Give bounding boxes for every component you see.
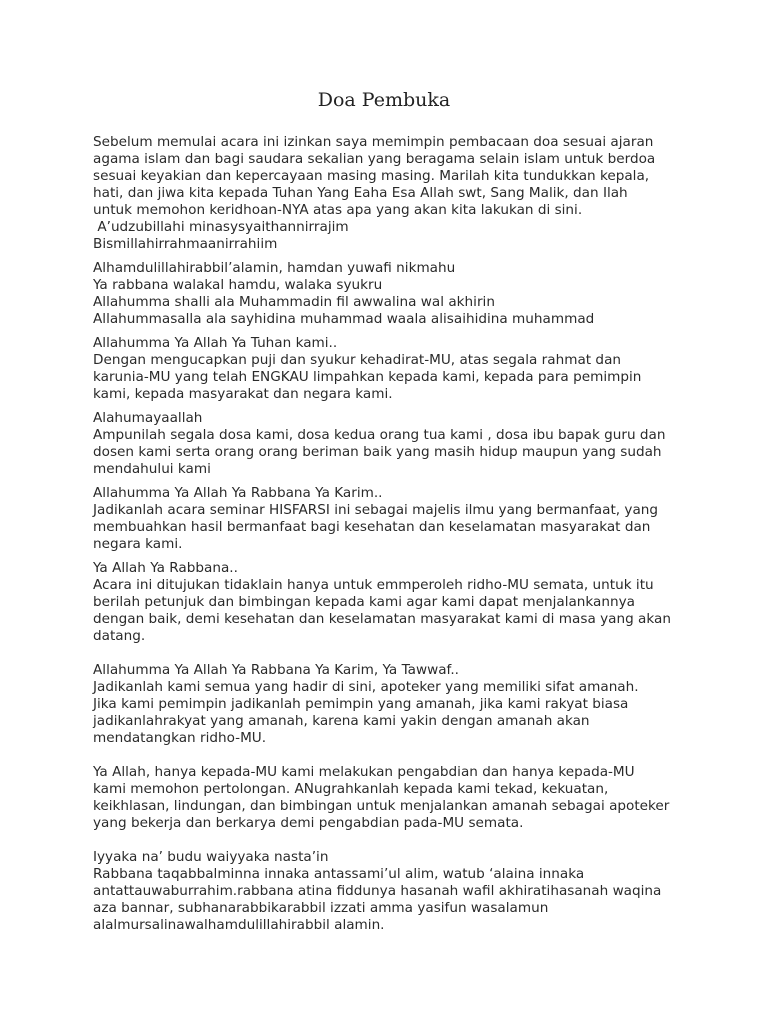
text-line: dengan baik, demi kesehatan dan keselamatan masyarakat kami di masa yang akan — [93, 611, 671, 627]
text-line: aza bannar, subhanarabbikarabbil izzati amma yasifun wasalamun — [93, 900, 549, 916]
text-line: Allahumma Ya Allah Ya Rabbana Ya Karim, Ya Tawwaf.. — [93, 662, 459, 678]
text-line: Jadikanlah kami semua yang hadir di sini, apoteker yang memiliki sifat amanah. — [93, 679, 639, 695]
paragraph-spacer — [93, 328, 693, 335]
text-line: Rabbana taqabbalminna innaka antassami’ul alim, watub ‘alaina innaka — [93, 866, 585, 882]
paragraph-spacer — [93, 747, 693, 764]
text-line: Bismillahirrahmaanirrahiim — [93, 236, 278, 252]
text-line: yang bekerja dan berkarya demi pengabdian pada-MU semata. — [93, 815, 524, 831]
text-line: agama islam dan bagi saudara sekalian yang beragama selain islam untuk berdoa — [93, 151, 656, 167]
text-line: antattauwaburrahim.rabbana atina fiddunya hasanah wafil akhiratihasanah waqina — [93, 883, 662, 899]
text-line: Ampunilah segala dosa kami, dosa kedua orang tua kami , dosa ibu bapak guru dan — [93, 427, 666, 443]
text-line: sesuai keyakian dan kepercayaan masing masing. Marilah kita tundukkan kepala, — [93, 168, 650, 184]
paragraph-opening — [93, 134, 693, 253]
text-line: Iyyaka na’ budu waiyyaka nasta’in — [93, 849, 329, 865]
text-line: jadikanlahrakyat yang amanah, karena kami yakin dengan amanah akan — [93, 713, 590, 729]
text-line: Jadikanlah acara seminar HISFARSI ini sebagai majelis ilmu yang bermanfaat, yang — [93, 502, 659, 518]
paragraph-devotion — [93, 764, 693, 832]
document-title: Doa Pembuka — [317, 89, 451, 111]
text-line: Sebelum memulai acara ini izinkan saya memimpin pembacaan doa sesuai ajaran — [93, 134, 654, 150]
text-line: berilah petunjuk dan bimbingan kepada kami agar kami dapat menjalankannya — [93, 594, 635, 610]
paragraph-gratitude — [93, 335, 693, 403]
text-line: Allahumma Ya Allah Ya Rabbana Ya Karim.. — [93, 485, 383, 501]
text-line: Alhamdulillahirabbil’alamin, hamdan yuwafi nikmahu — [93, 260, 456, 276]
text-line: membuahkan hasil bermanfaat bagi kesehatan dan keselamatan masyarakat dan — [93, 519, 651, 535]
text-line: datang. — [93, 628, 146, 644]
paragraph-amanah — [93, 662, 693, 747]
text-line: Allahumma Ya Allah Ya Tuhan kami.. — [93, 335, 338, 351]
text-line: keikhlasan, lindungan, dan bimbingan untuk menjalankan amanah sebagai apoteker — [93, 798, 670, 814]
text-line: kami, kepada masyarakat dan negara kami. — [93, 386, 393, 402]
text-line: Acara ini ditujukan tidaklain hanya untuk emmperoleh ridho-MU semata, untuk itu — [93, 577, 654, 593]
text-line: Allahumma shalli ala Muhammadin fil awwalina wal akhirin — [93, 294, 495, 310]
paragraph-spacer — [93, 403, 693, 410]
text-line: kami memohon pertolongan. ANugrahkanlah kepada kami tekad, kekuatan, — [93, 781, 609, 797]
text-line: Alahumayaallah — [93, 410, 203, 426]
text-line: karunia-MU yang telah ENGKAU limpahkan kepada kami, kepada para pemimpin — [93, 369, 642, 385]
text-line: dosen kami serta orang orang beriman baik yang masih hidup maupun yang sudah — [93, 444, 662, 460]
text-line: Jika kami pemimpin jadikanlah pemimpin yang amanah, jika kami rakyat biasa — [93, 696, 629, 712]
paragraph-guidance — [93, 560, 693, 645]
text-line: alalmursalinawalhamdulillahirabbil alamin. — [93, 917, 385, 933]
text-line: Ya Allah Ya Rabbana.. — [93, 560, 238, 576]
text-line: A’udzubillahi minasysyaithannirrajim — [93, 219, 349, 235]
text-line: Ya rabbana walakal hamdu, walaka syukru — [93, 277, 383, 293]
document-body — [93, 134, 693, 934]
paragraph-spacer — [93, 832, 693, 849]
text-line: negara kami. — [93, 536, 183, 552]
text-line: hati, dan jiwa kita kepada Tuhan Yang Eaha Esa Allah swt, Sang Malik, dan Ilah — [93, 185, 628, 201]
paragraph-spacer — [93, 478, 693, 485]
paragraph-forgiveness — [93, 410, 693, 478]
paragraph-spacer — [93, 645, 693, 662]
text-line: Allahummasalla ala sayhidina muhammad waala alisaihidina muhammad — [93, 311, 595, 327]
paragraph-spacer — [93, 253, 693, 260]
paragraph-hamdalah — [93, 260, 693, 328]
paragraph-seminar — [93, 485, 693, 553]
text-line: untuk memohon keridhoan-NYA atas apa yang akan kita lakukan di sini. — [93, 202, 583, 218]
text-line: mendatangkan ridho-MU. — [93, 730, 267, 746]
paragraph-closing — [93, 849, 693, 934]
paragraph-spacer — [93, 553, 693, 560]
text-line: Ya Allah, hanya kepada-MU kami melakukan pengabdian dan hanya kepada-MU — [93, 764, 635, 780]
text-line: mendahului kami — [93, 461, 211, 477]
text-line: Dengan mengucapkan puji dan syukur kehadirat-MU, atas segala rahmat dan — [93, 352, 622, 368]
